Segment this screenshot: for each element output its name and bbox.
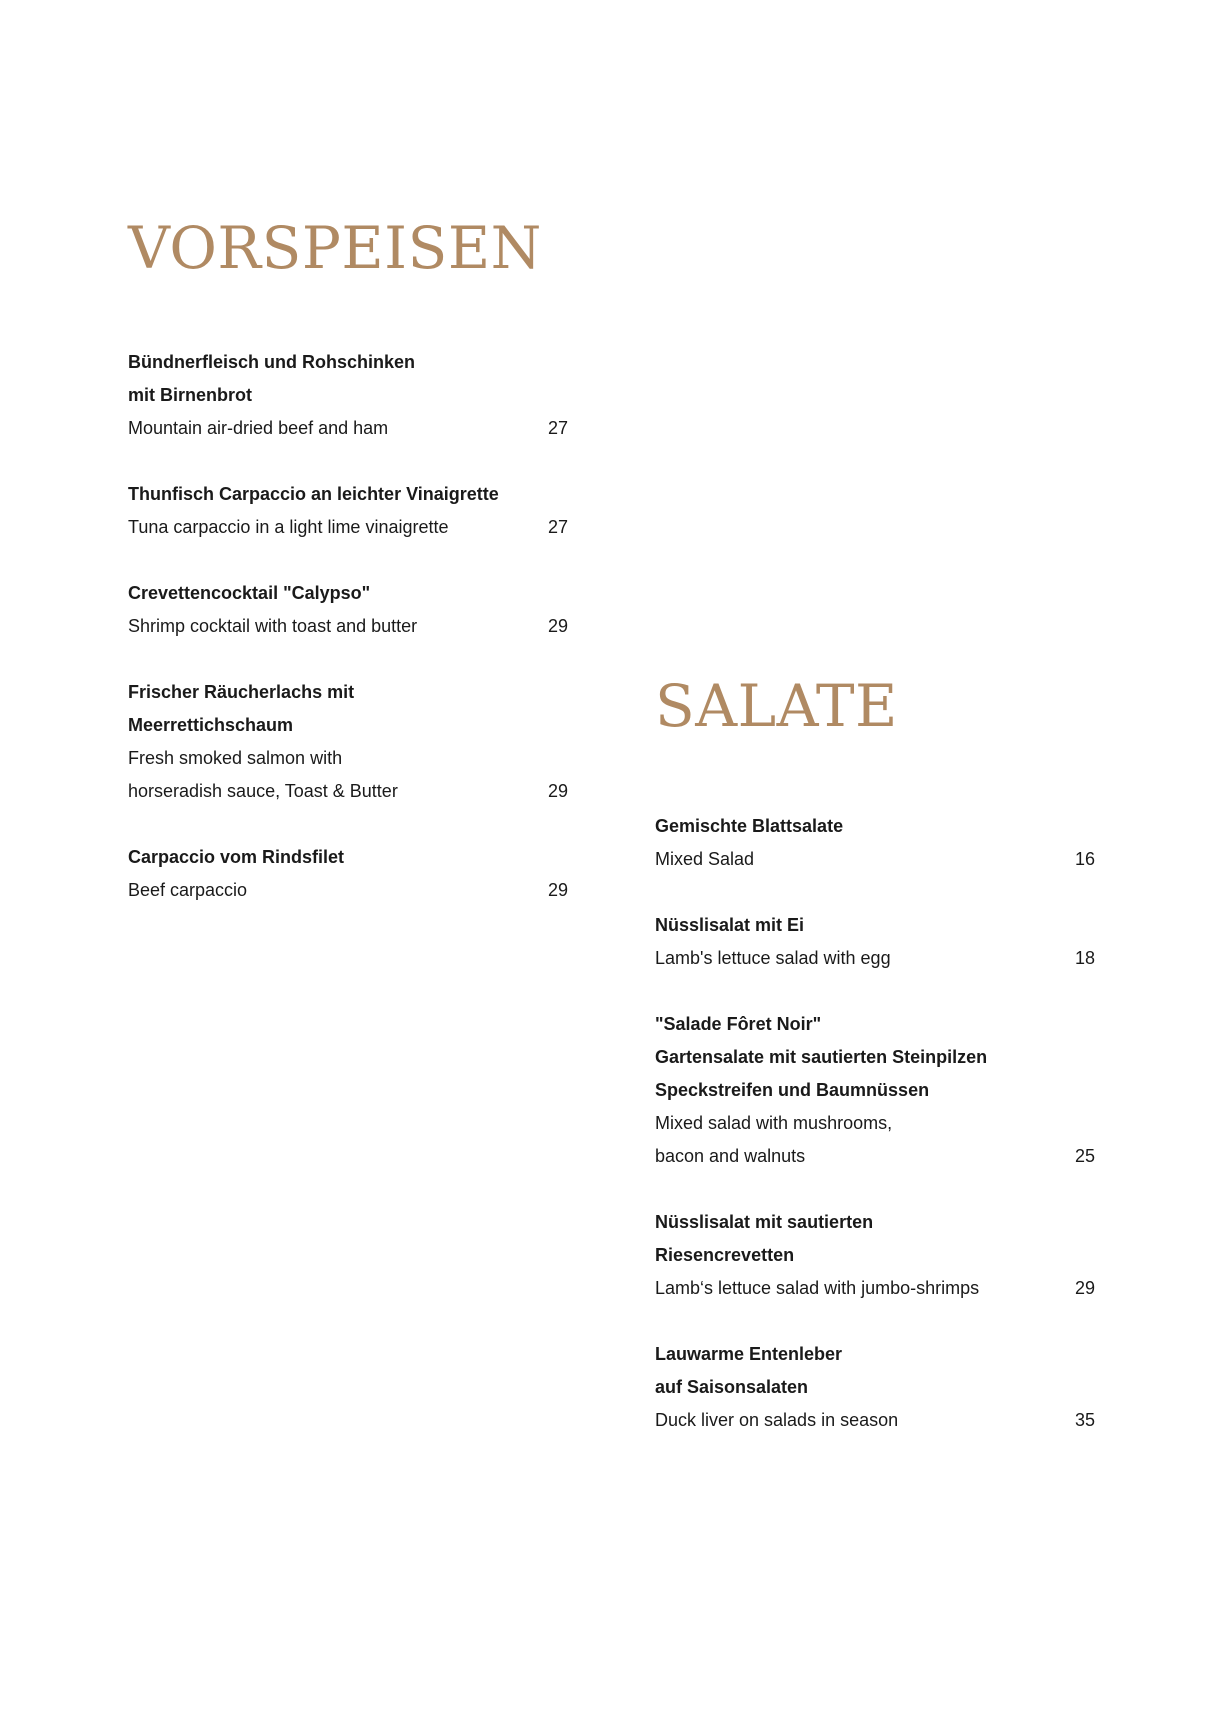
dish-name-de: Riesencrevetten — [655, 1245, 795, 1265]
price: 18 — [1074, 948, 1095, 968]
menu-item — [655, 909, 1095, 975]
price: 29 — [547, 616, 568, 636]
dish-description-text: horseradish sauce, Toast & Butter — [128, 781, 398, 801]
dish-description-en — [128, 610, 568, 643]
menu-item — [128, 478, 568, 544]
menu-item — [655, 1008, 1095, 1173]
dish-name-de: Meerrettichschaum — [128, 715, 294, 735]
menu-item — [655, 810, 1095, 876]
price: 25 — [1074, 1146, 1095, 1166]
dish-description-en — [655, 1272, 1095, 1305]
price: 27 — [547, 418, 568, 438]
dish-description-en — [655, 843, 1095, 876]
salate-section — [655, 670, 1095, 1470]
dish-description-text: Shrimp cocktail with toast and butter — [128, 616, 418, 636]
dish-name-de: Nüsslisalat mit sautierten — [655, 1212, 874, 1232]
dish-description-text: Beef carpaccio — [128, 880, 248, 900]
dish-description-en — [128, 511, 568, 544]
dish-description-en — [655, 1140, 1095, 1173]
dish-name-de: Nüsslisalat mit Ei — [655, 915, 805, 935]
price: 29 — [547, 781, 568, 801]
menu-item — [128, 676, 568, 808]
salate-title: SALATE — [655, 672, 898, 740]
vorspeisen-section — [128, 212, 568, 940]
dish-name-de: auf Saisonsalaten — [655, 1377, 809, 1397]
menu-item — [128, 841, 568, 907]
dish-description-text: bacon and walnuts — [655, 1146, 806, 1166]
dish-name-de: Bündnerfleisch und Rohschinken — [128, 352, 416, 372]
dish-description-en: Fresh smoked salmon with — [128, 748, 343, 768]
dish-description-en — [128, 874, 568, 907]
dish-name-de: Speckstreifen und Baumnüssen — [655, 1080, 930, 1100]
price: 27 — [547, 517, 568, 537]
menu-item — [655, 1338, 1095, 1437]
vorspeisen-title: VORSPEISEN — [128, 214, 542, 282]
dish-name-de: Carpaccio vom Rindsfilet — [128, 847, 345, 867]
dish-description-en: Mixed salad with mushrooms, — [655, 1113, 893, 1133]
dish-name-de: mit Birnenbrot — [128, 385, 252, 405]
dish-name-de: Frischer Räucherlachs mit — [128, 682, 355, 702]
vorspeisen-items — [128, 346, 568, 907]
menu-item — [128, 346, 568, 445]
price: 29 — [1074, 1278, 1095, 1298]
dish-description-text: Tuna carpaccio in a light lime vinaigrette — [128, 517, 449, 537]
dish-name-de: Thunfisch Carpaccio an leichter Vinaigrette — [128, 484, 499, 504]
dish-description-text: Lamb's lettuce salad with egg — [655, 948, 891, 968]
dish-description-en — [128, 412, 568, 445]
price: 35 — [1074, 1410, 1095, 1430]
dish-description-en — [128, 775, 568, 808]
menu-item — [128, 577, 568, 643]
price: 29 — [547, 880, 568, 900]
dish-name-de: Lauwarme Entenleber — [655, 1344, 843, 1364]
dish-description-text: Lamb‘s lettuce salad with jumbo-shrimps — [655, 1278, 980, 1298]
salate-items — [655, 810, 1095, 1437]
dish-name-de: "Salade Fôret Noir" — [655, 1014, 822, 1034]
dish-description-text: Mixed Salad — [655, 849, 755, 869]
dish-description-en — [655, 1404, 1095, 1437]
dish-description-text: Duck liver on salads in season — [655, 1410, 899, 1430]
dish-name-de: Gartensalate mit sautierten Steinpilzen — [655, 1047, 988, 1067]
dish-description-en — [655, 942, 1095, 975]
dish-name-de: Gemischte Blattsalate — [655, 816, 844, 836]
dish-description-text: Mountain air-dried beef and ham — [128, 418, 389, 438]
dish-name-de: Crevettencocktail "Calypso" — [128, 583, 371, 603]
price: 16 — [1074, 849, 1095, 869]
menu-item — [655, 1206, 1095, 1305]
